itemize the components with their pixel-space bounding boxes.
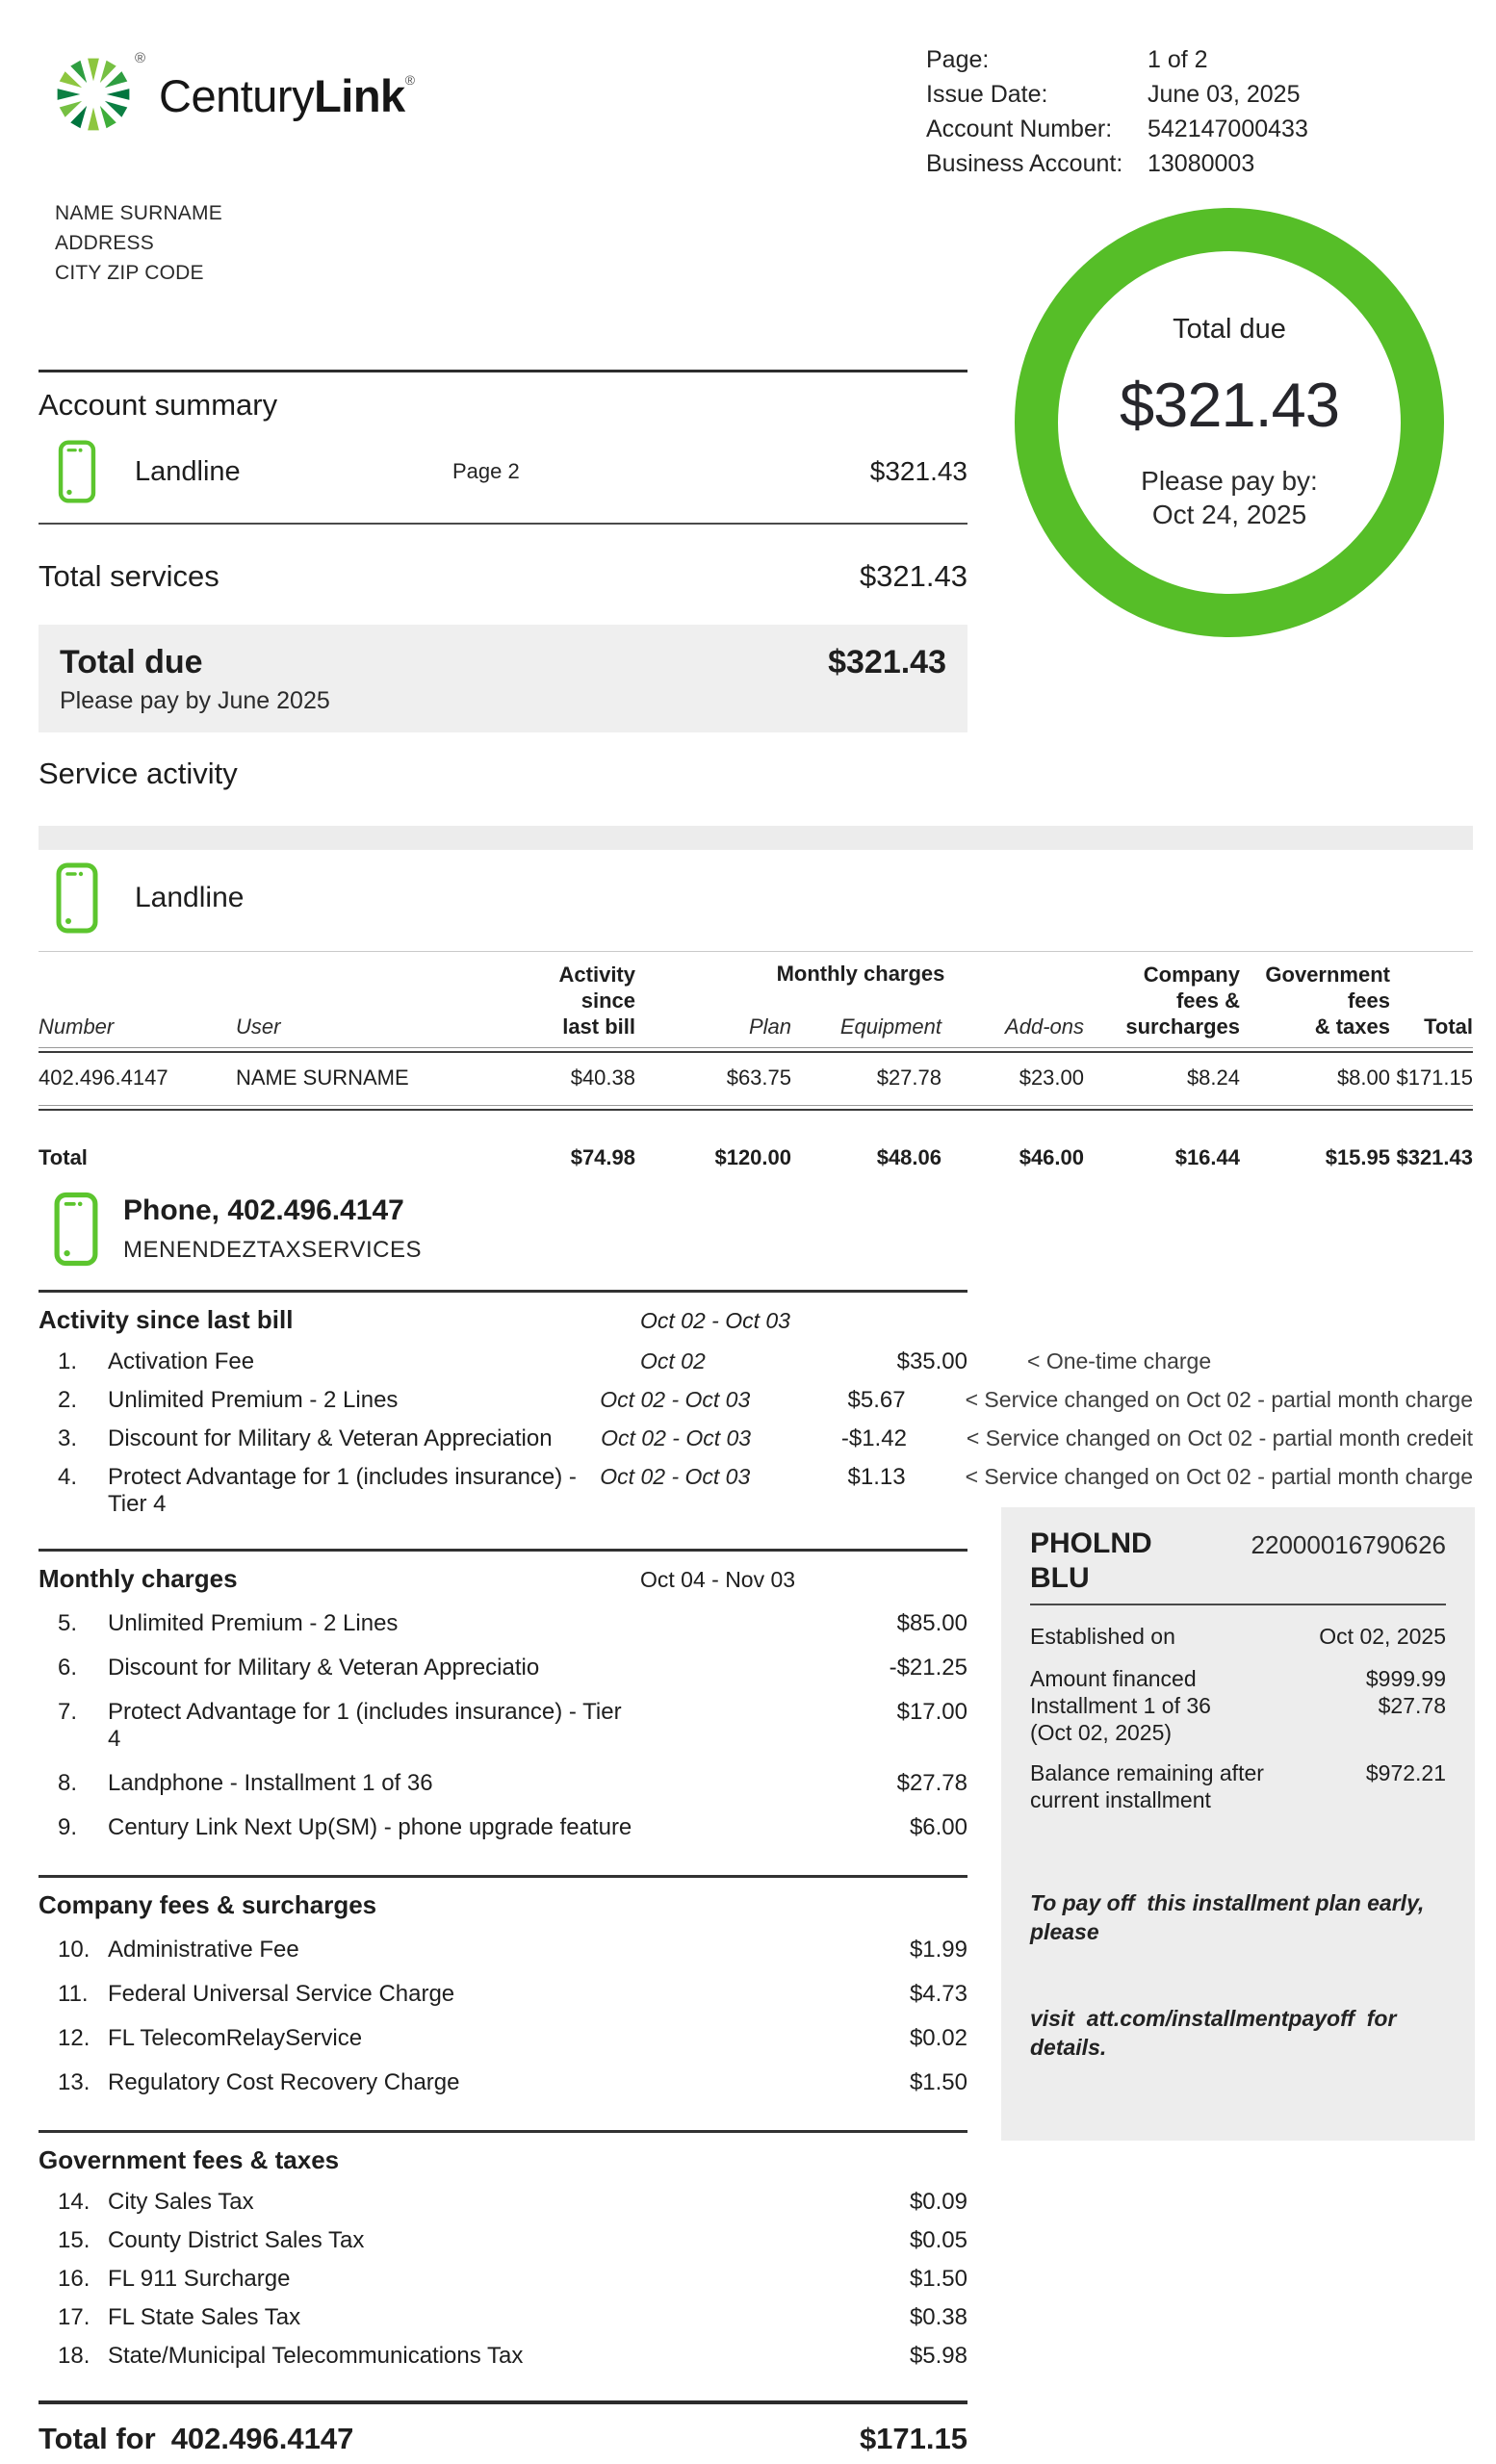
meta-value: 13080003 [1148, 150, 1255, 177]
service-summary-row [39, 423, 967, 523]
device-name-line2: BLU [1030, 1562, 1090, 1594]
recipient-address [55, 198, 222, 288]
meta-row-business-account [926, 146, 1308, 181]
item-number: 2. [58, 1387, 78, 1413]
service-activity-table [39, 951, 1473, 1170]
item-number: 14. [58, 2189, 90, 2215]
meta-row-issue-date [926, 77, 1308, 112]
total-services-label: Total services [39, 559, 219, 593]
activity-since-last-bill-section [39, 1290, 1473, 1524]
table-row [39, 1053, 1473, 1105]
col-header-equipment: Equipment [839, 1014, 941, 1039]
item-note: < Service changed on Oct 02 - partial month charge [965, 1387, 1473, 1412]
item-amount: $1.99 [909, 1937, 967, 1963]
item-number: 18. [58, 2343, 90, 2369]
smartphone-icon [54, 1192, 98, 1267]
cell-government: $8.00 [1336, 1065, 1390, 1090]
totals-government: $15.95 [1325, 1145, 1390, 1169]
smartphone-icon [58, 440, 96, 503]
pay-by-date: Oct 24, 2025 [1151, 500, 1307, 529]
section-title: Monthly charges [39, 1564, 238, 1593]
item-label [39, 1699, 640, 1753]
installment-plan-box [1001, 1507, 1475, 2141]
line-item-row [39, 2298, 1473, 2337]
item-amount: -$1.42 [840, 1425, 907, 1451]
totals-label: Total [39, 1145, 88, 1169]
line-item-row [39, 2260, 1473, 2298]
item-amount: -$21.25 [889, 1655, 967, 1681]
item-period: Oct 02 [640, 1348, 706, 1373]
phone-total-number: 402.496.4147 [170, 2422, 354, 2455]
item-text: Activation Fee [108, 1348, 255, 1374]
col-header-total: Total [1424, 1014, 1473, 1039]
service-name: Landline [135, 455, 241, 487]
item-text: Protect Advantage for 1 (includes insurance) - Tier 4 [108, 1699, 622, 1752]
table-totals-row [39, 1111, 1473, 1170]
header-line: fees [1347, 988, 1390, 1013]
installment-box-divider [1030, 1604, 1446, 1605]
cell-equipment: $27.78 [876, 1065, 941, 1090]
centurylink-spark-logo [53, 50, 145, 135]
device-name-line1: PHOLND [1030, 1527, 1152, 1559]
account-summary-section [39, 370, 967, 732]
total-due-ring [1015, 208, 1444, 637]
item-text: County District Sales Tax [108, 2227, 365, 2253]
centurylink-spark-icon [53, 54, 134, 135]
balance-value: $972.21 [1365, 1760, 1446, 1785]
pay-by-label: Please pay by: [1141, 466, 1318, 496]
installment-box-header [1030, 1527, 1446, 1596]
item-number: 8. [58, 1770, 78, 1796]
balance-row [1030, 1759, 1446, 1813]
cell-addons: $23.00 [1019, 1065, 1084, 1090]
item-amount: $0.02 [909, 2025, 967, 2051]
header-brand [53, 50, 415, 135]
phone-title: Phone, 402.496.4147 [123, 1194, 404, 1226]
meta-label: Business Account: [926, 150, 1123, 177]
col-header-number: Number [39, 1014, 115, 1039]
established-value: Oct 02, 2025 [1319, 1624, 1446, 1649]
logo-registered-mark: ® [134, 50, 145, 66]
phone-total-label: Total for [39, 2422, 156, 2455]
phone-total-row [39, 2404, 967, 2456]
item-label [39, 2025, 640, 2052]
line-item-row [39, 1381, 1473, 1420]
item-amount: $1.13 [847, 1464, 906, 1490]
item-number: 7. [58, 1699, 78, 1725]
table-header-row [39, 951, 1473, 1047]
section-divider [39, 370, 967, 372]
col-header-plan: Plan [748, 1014, 791, 1039]
item-number: 3. [58, 1425, 78, 1451]
item-label [39, 1464, 600, 1518]
item-text: Unlimited Premium - 2 Lines [108, 1610, 399, 1636]
payoff-footnote [1030, 1831, 1446, 2119]
col-header-company-fees [1084, 962, 1240, 1040]
government-fees-section [39, 2130, 1473, 2375]
meta-value: 1 of 2 [1148, 46, 1208, 73]
cell-user: NAME SURNAME [236, 1065, 409, 1090]
header-line: & taxes [1314, 1014, 1390, 1039]
item-label [39, 2227, 640, 2254]
item-amount: $5.98 [909, 2343, 967, 2369]
service-activity-title: Service activity [39, 757, 238, 790]
cell-plan: $63.75 [726, 1065, 791, 1090]
totals-addons: $46.00 [1019, 1145, 1084, 1169]
recipient-name: NAME SURNAME [55, 202, 222, 224]
meta-value: June 03, 2025 [1148, 81, 1301, 108]
meta-label: Page: [926, 46, 990, 73]
line-item-row [39, 2337, 1473, 2375]
item-text: Unlimited Premium - 2 Lines [108, 1387, 399, 1413]
section-title: Company fees & surcharges [39, 1890, 377, 1919]
item-number: 10. [58, 1937, 90, 1963]
col-header-government-fees [1240, 962, 1390, 1040]
item-text: Protect Advantage for 1 (includes insurance) - Tier 4 [108, 1464, 577, 1517]
service-page-ref: Page 2 [452, 459, 520, 483]
cell-total: $171.15 [1396, 1065, 1473, 1090]
line-item-row [39, 2183, 1473, 2221]
total-due-box-amount: $321.43 [828, 644, 946, 680]
meta-row-account-number [926, 112, 1308, 146]
item-text: Landphone - Installment 1 of 36 [108, 1770, 433, 1796]
item-number: 4. [58, 1464, 78, 1490]
amount-financed-row [1030, 1665, 1446, 1746]
section-header [39, 1293, 1473, 1343]
item-number: 16. [58, 2266, 90, 2292]
meta-row-page [926, 42, 1308, 77]
balance-labels [1030, 1759, 1264, 1813]
item-period: Oct 02 - Oct 03 [601, 1425, 752, 1450]
item-label [39, 1655, 640, 1681]
item-label [39, 1937, 640, 1964]
financed-labels [1030, 1665, 1211, 1746]
section-title: Government fees & taxes [39, 2145, 340, 2174]
col-header-user: User [236, 1014, 281, 1039]
section-period: Oct 04 - Nov 03 [640, 1567, 796, 1592]
pay-by-text [1141, 464, 1318, 531]
item-amount: $35.00 [896, 1348, 967, 1374]
service-amount: $321.43 [869, 456, 967, 486]
header-line: last bill [562, 1014, 635, 1039]
landline-label: Landline [135, 882, 245, 913]
totals-total: $321.43 [1396, 1145, 1473, 1169]
total-services-row [39, 559, 967, 594]
item-text: FL State Sales Tax [108, 2304, 301, 2330]
item-amount: $0.38 [909, 2304, 967, 2330]
cell-number: 402.496.4147 [39, 1065, 168, 1090]
wordmark-registered-mark: ® [404, 72, 415, 88]
item-amount: $85.00 [896, 1610, 967, 1636]
item-amount: $17.00 [896, 1699, 967, 1725]
cell-activity: $40.38 [570, 1065, 635, 1090]
item-text: Federal Universal Service Charge [108, 1981, 455, 2007]
totals-company: $16.44 [1174, 1145, 1240, 1169]
meta-value: 542147000433 [1148, 116, 1308, 142]
totals-plan: $120.00 [714, 1145, 791, 1169]
item-text: Century Link Next Up(SM) - phone upgrade feature [108, 1814, 632, 1840]
item-label [39, 1387, 600, 1414]
section-divider [39, 523, 967, 525]
header-line: Activity [558, 962, 635, 987]
header-line: surcharges [1125, 1014, 1240, 1039]
account-summary-title: Account summary [39, 388, 278, 422]
section-period: Oct 02 - Oct 03 [640, 1308, 790, 1333]
cell-company: $8.24 [1186, 1065, 1240, 1090]
item-amount: $0.09 [909, 2189, 967, 2215]
balance-label-line2: current installment [1030, 1787, 1211, 1812]
item-text: Administrative Fee [108, 1937, 299, 1963]
balance-label-line1: Balance remaining after [1030, 1760, 1264, 1785]
item-label [39, 1425, 601, 1452]
brand-wordmark [159, 69, 415, 122]
phone-total-amount: $171.15 [859, 2422, 967, 2455]
financed-values [1366, 1665, 1446, 1746]
item-text: FL TelecomRelayService [108, 2025, 363, 2051]
header-line: Government [1265, 962, 1390, 987]
item-amount: $1.50 [909, 2069, 967, 2095]
col-header-addons: Add-ons [1005, 1014, 1084, 1039]
phone-subtitle: MENENDEZTAXSERVICES [123, 1237, 423, 1263]
item-number: 12. [58, 2025, 90, 2051]
item-amount: $0.05 [909, 2227, 967, 2253]
landline-subheader [39, 850, 1473, 947]
total-due-amount: $321.43 [1120, 370, 1339, 440]
brand-name-regular: Century [159, 70, 315, 121]
item-text: City Sales Tax [108, 2189, 254, 2215]
item-amount: $5.67 [847, 1387, 906, 1413]
total-due-box [39, 625, 967, 732]
item-label [39, 2069, 640, 2096]
item-note: < Service changed on Oct 02 - partial month charge [965, 1464, 1473, 1489]
col-header-activity [443, 962, 635, 1040]
item-label [39, 1348, 640, 1375]
meta-label: Issue Date: [926, 81, 1048, 108]
item-text: Discount for Military & Veteran Appreciatio [108, 1655, 540, 1681]
phone-header [39, 1192, 1473, 1267]
item-amount: $4.73 [909, 1981, 967, 2007]
monthly-charges-group-header: Monthly charges [776, 962, 945, 986]
installment-amount-value: $27.78 [1378, 1693, 1446, 1718]
smartphone-icon [56, 862, 98, 934]
section-title: Activity since last bill [39, 1305, 294, 1334]
item-label [39, 2189, 640, 2216]
item-amount: $27.78 [896, 1770, 967, 1796]
item-number: 13. [58, 2069, 90, 2095]
service-activity-band [39, 826, 1473, 850]
total-due-note: Please pay by June 2025 [60, 687, 330, 714]
item-number: 6. [58, 1655, 78, 1681]
item-period: Oct 02 - Oct 03 [600, 1387, 751, 1412]
totals-activity: $74.98 [570, 1145, 635, 1169]
installment-plan-id: 22000016790626 [1251, 1530, 1446, 1559]
total-services-amount: $321.43 [859, 559, 967, 593]
item-label [39, 1770, 640, 1797]
item-amount: $1.50 [909, 2266, 967, 2292]
amount-financed-value: $999.99 [1365, 1666, 1446, 1691]
line-item-row [39, 1343, 1473, 1381]
payoff-footnote-line1: To pay off this installment plan early, please [1030, 1890, 1431, 1944]
financed-label-line2: Installment 1 of 36 [1030, 1693, 1211, 1718]
item-number: 11. [58, 1981, 89, 2007]
recipient-street: ADDRESS [55, 232, 154, 254]
item-note: < Service changed on Oct 02 - partial month credeit [966, 1425, 1474, 1450]
device-name [1030, 1527, 1152, 1596]
header-line: Company [1143, 962, 1240, 987]
recipient-city: CITY ZIP CODE [55, 262, 204, 284]
item-label [39, 1814, 640, 1841]
item-label [39, 2266, 640, 2293]
brand-name-bold: Link [314, 70, 405, 121]
item-label [39, 2304, 640, 2331]
item-label [39, 1981, 640, 2008]
item-text: State/Municipal Telecommunications Tax [108, 2343, 524, 2369]
header-line: since [580, 988, 635, 1013]
item-number: 5. [58, 1610, 78, 1636]
phone-header-text [123, 1194, 422, 1264]
item-amount: $6.00 [909, 1814, 967, 1840]
total-due-label: Total due [60, 644, 203, 680]
item-number: 15. [58, 2227, 90, 2253]
total-due-row [60, 644, 946, 681]
line-item-row [39, 2221, 1473, 2260]
totals-spacer [236, 1145, 443, 1170]
header-line: fees & [1175, 988, 1240, 1013]
item-text: Discount for Military & Veteran Appreciation [108, 1425, 553, 1451]
total-due-title: Total due [1173, 314, 1286, 345]
line-item-row [39, 1420, 1473, 1458]
financed-label-line1: Amount financed [1030, 1666, 1197, 1691]
bill-meta-info [926, 42, 1308, 181]
totals-equipment: $48.06 [876, 1145, 941, 1169]
item-period: Oct 02 - Oct 03 [600, 1464, 751, 1489]
item-number: 1. [58, 1348, 78, 1374]
established-label: Established on [1030, 1624, 1175, 1649]
financed-label-line3: (Oct 02, 2025) [1030, 1720, 1173, 1745]
item-number: 17. [58, 2304, 90, 2330]
item-number: 9. [58, 1814, 78, 1840]
item-note: < One-time charge [1027, 1348, 1212, 1373]
item-label [39, 2343, 640, 2370]
item-text: FL 911 Surcharge [108, 2266, 291, 2292]
item-text: Regulatory Cost Recovery Charge [108, 2069, 460, 2095]
item-label [39, 1610, 640, 1637]
service-activity-section [39, 757, 1473, 1170]
meta-label: Account Number: [926, 116, 1113, 142]
established-row [1030, 1623, 1446, 1650]
payoff-footnote-line2: visit att.com/installmentpayoff for details. [1030, 2006, 1409, 2060]
